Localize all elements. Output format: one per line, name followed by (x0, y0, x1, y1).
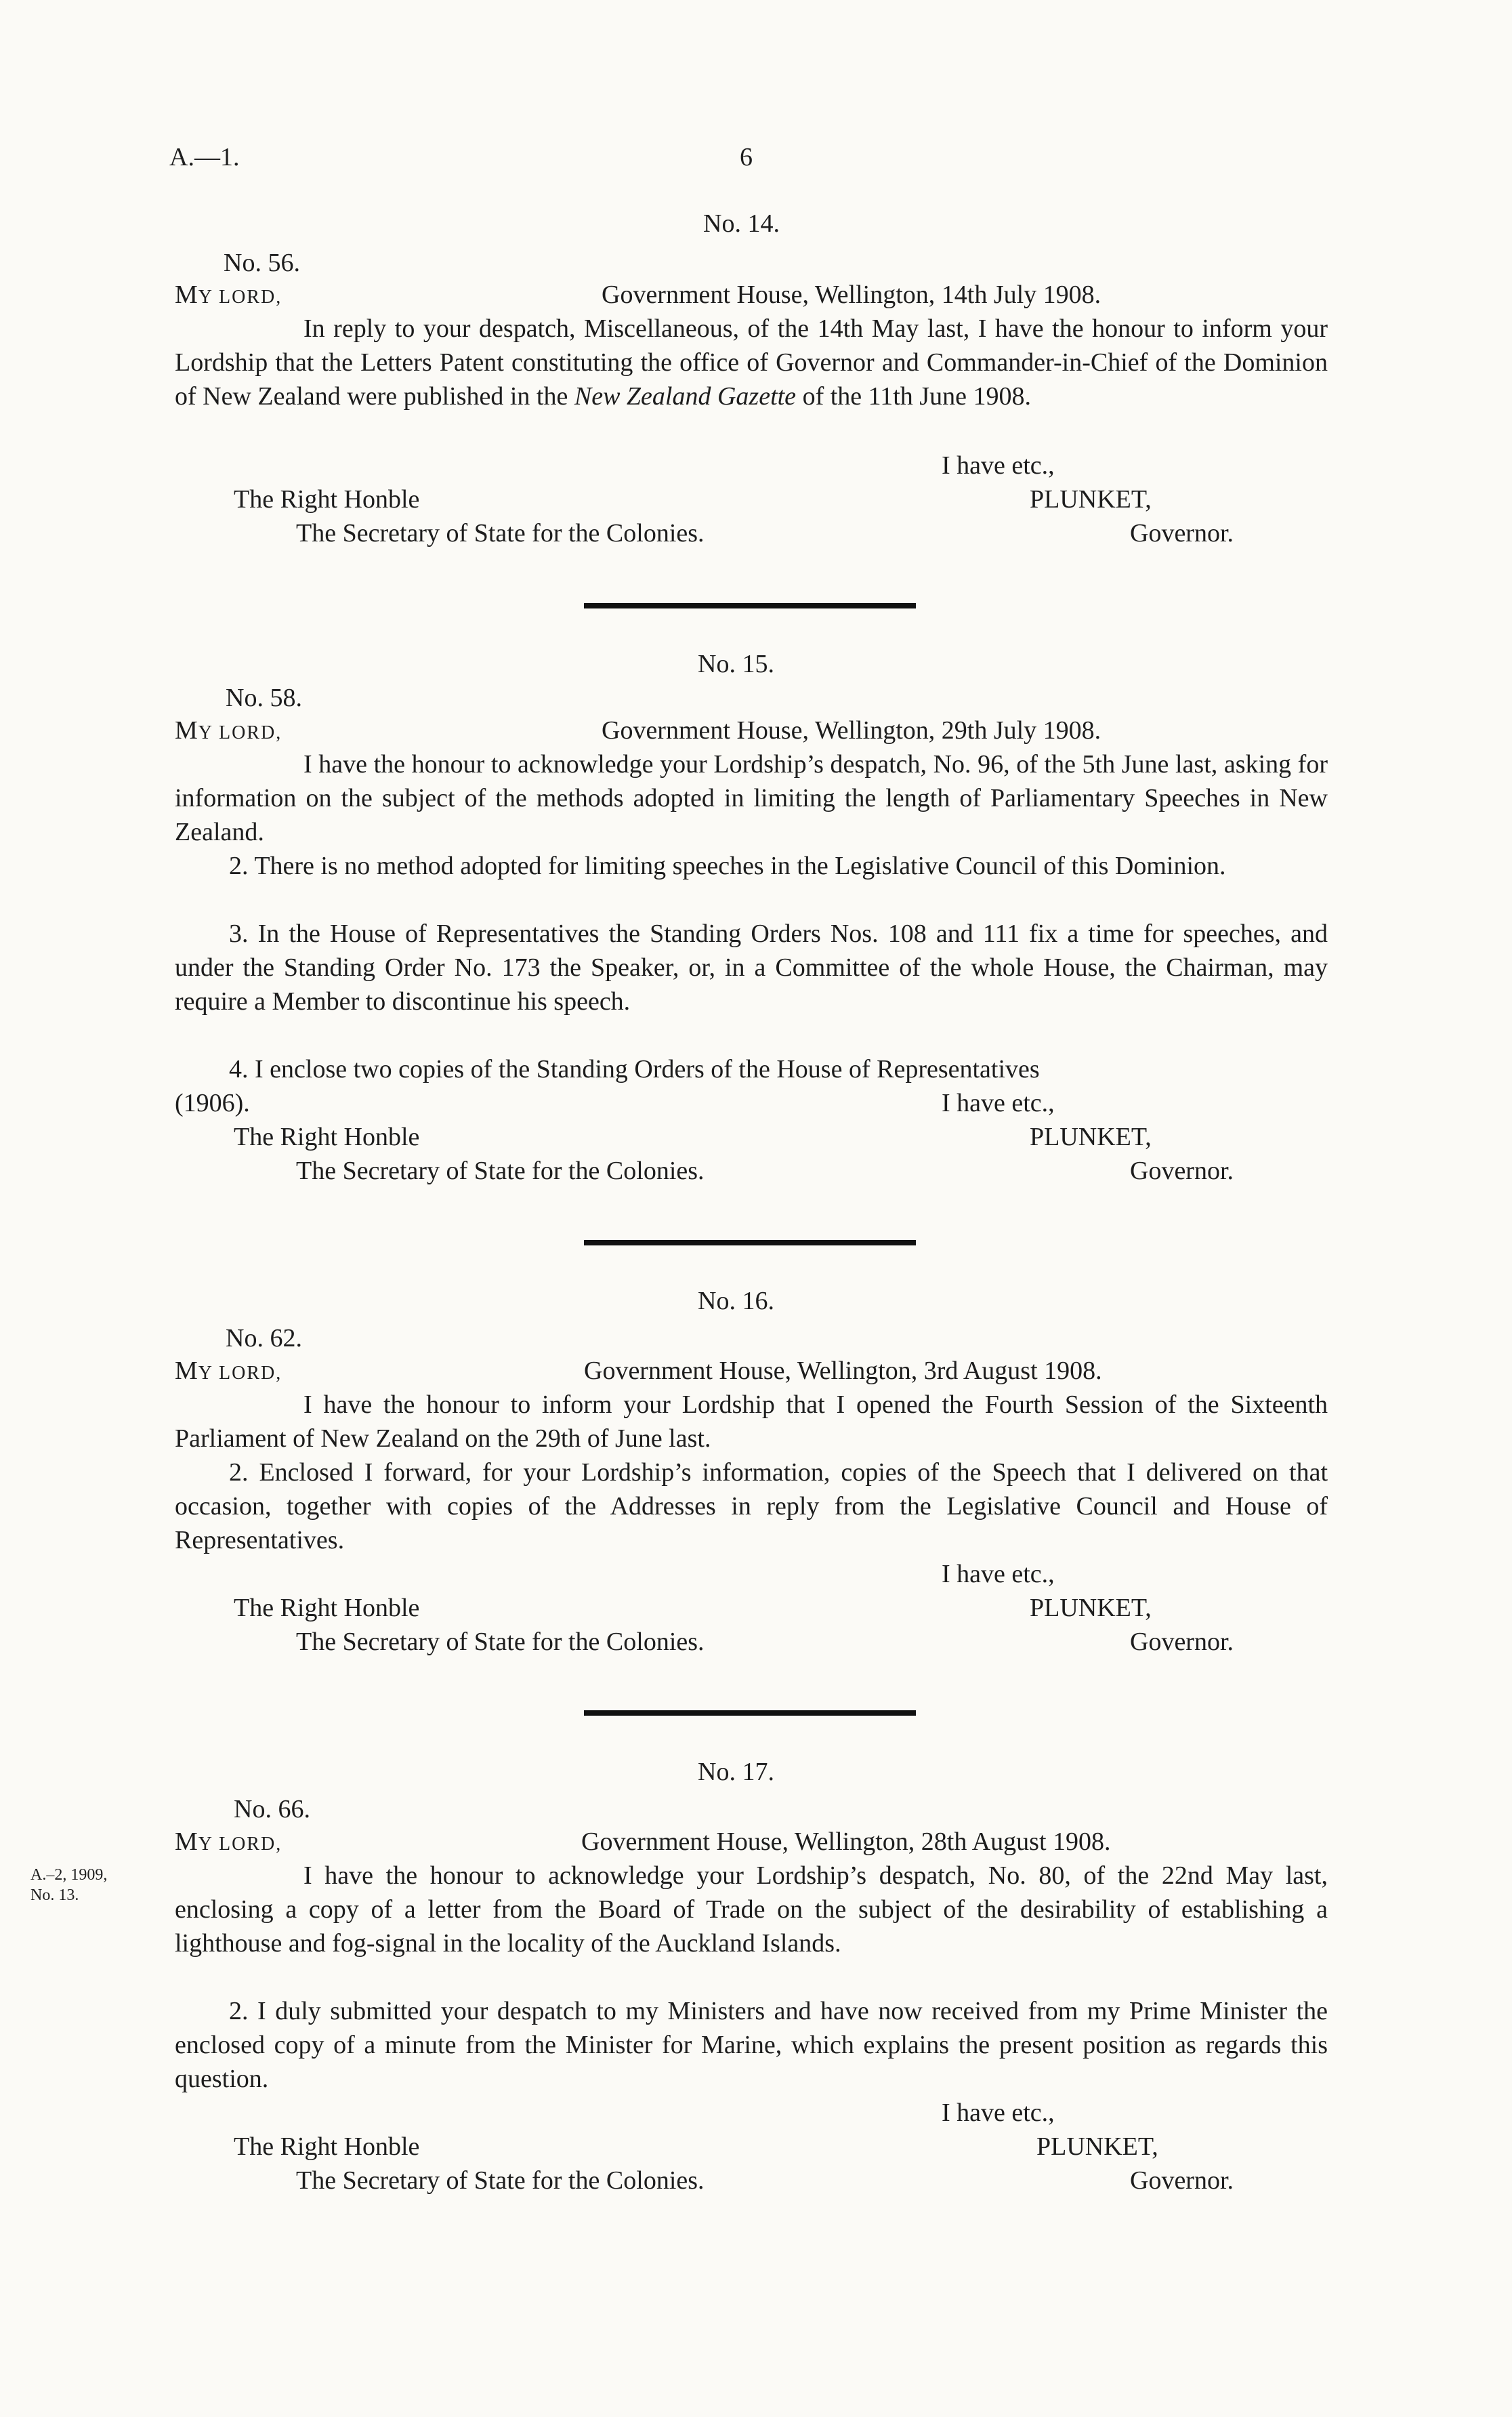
dateline: Government House, Wellington, 29th July 1908. (602, 716, 1101, 745)
signatory-title: Governor. (1130, 1157, 1234, 1185)
section-divider (584, 1710, 916, 1716)
dateline: Government House, Wellington, 28th August 1908. (581, 1827, 1111, 1856)
letter-reference: No. 56. (224, 249, 300, 277)
letter-heading: No. 16. (698, 1287, 774, 1315)
addressee-line-1: The Right Honble (234, 485, 420, 514)
section-divider (584, 1240, 916, 1245)
letter-paragraph: 2. Enclosed I forward, for your Lordship’s information, copies of the Speech that I delivered on that occasion, together with copies of the Addresses in reply from the Legislative Council and House of Representatives. (175, 1458, 1328, 1554)
salutation: MY LORD, (175, 1357, 282, 1385)
signature: PLUNKET, (1030, 1594, 1152, 1622)
salutation: MY LORD, (175, 281, 282, 309)
letter-heading: No. 14. (703, 209, 780, 238)
signatory-title: Governor. (1130, 2166, 1234, 2195)
section-divider (584, 603, 916, 608)
paragraph-tail: (1906). (175, 1089, 250, 1117)
closing: I have etc., (942, 2099, 1055, 2127)
signatory-title: Governor. (1130, 519, 1234, 548)
signature: PLUNKET, (1030, 1123, 1152, 1151)
salutation: MY LORD, (175, 716, 282, 745)
letter-heading: No. 17. (698, 1758, 774, 1786)
letter-paragraph: In reply to your despatch, Miscellaneous, of the 14th May last, I have the honour to inform your Lordship that the Letters Patent constituting the office of Governor and Commander-in-Chief of the Dominion of New Zealand were published in the New Zealand Gazette of the 11th June 1908. (175, 314, 1328, 411)
salutation: MY LORD, (175, 1827, 282, 1856)
signature: PLUNKET, (1036, 2132, 1158, 2161)
signatory-title: Governor. (1130, 1628, 1234, 1656)
dateline: Government House, Wellington, 3rd August 1908. (584, 1357, 1102, 1385)
addressee-line-2: The Secretary of State for the Colonies. (296, 519, 705, 548)
page-number: 6 (740, 143, 753, 171)
addressee-line-1: The Right Honble (234, 2132, 420, 2161)
addressee-line-2: The Secretary of State for the Colonies. (296, 1628, 705, 1656)
margin-note-reference: A.–2, 1909, (30, 1866, 108, 1884)
dateline: Government House, Wellington, 14th July 1908. (602, 281, 1101, 309)
letter-paragraph: 2. I duly submitted your despatch to my Ministers and have now received from my Prime Minister the enclosed copy of a minute from the Minister for Marine, which explains the present position as regards this question. (175, 1997, 1328, 2093)
closing: I have etc., (942, 451, 1055, 480)
addressee-line-1: The Right Honble (234, 1123, 420, 1151)
letter-reference: No. 62. (226, 1324, 302, 1352)
letter-paragraph: 2. There is no method adopted for limiting speeches in the Legislative Council of this Dominion. (229, 852, 1226, 880)
closing: I have etc., (942, 1560, 1055, 1588)
signature: PLUNKET, (1030, 485, 1152, 514)
closing: I have etc., (942, 1089, 1055, 1117)
letter-paragraph: I have the honour to acknowledge your Lordship’s despatch, No. 96, of the 5th June last, asking for information on the subject of the methods adopted in limiting the length of Parliamentary Speeches in New Zealand. (175, 750, 1328, 846)
margin-note-number: No. 13. (30, 1886, 79, 1904)
letter-paragraph: I have the honour to acknowledge your Lordship’s despatch, No. 80, of the 22nd May last, enclosing a copy of a letter from the Board of Trade on the subject of the desirability of establishing a lighthouse and fog-signal in the locality of the Auckland Islands. (175, 1861, 1328, 1958)
letter-heading: No. 15. (698, 650, 774, 678)
addressee-line-2: The Secretary of State for the Colonies. (296, 1157, 705, 1185)
letter-reference: No. 66. (234, 1795, 310, 1823)
addressee-line-1: The Right Honble (234, 1594, 420, 1622)
letter-paragraph: 3. In the House of Representatives the Standing Orders Nos. 108 and 111 fix a time for speeches, and under the Standing Order No. 173 the Speaker, or, in a Committee of the whole House, the Chairman, may require a Member to discontinue his speech. (175, 920, 1328, 1016)
addressee-line-2: The Secretary of State for the Colonies. (296, 2166, 705, 2195)
document-series: A.—1. (169, 143, 240, 171)
letter-paragraph: I have the honour to inform your Lordship that I opened the Fourth Session of the Sixteenth Parliament of New Zealand on the 29th of June last. (175, 1390, 1328, 1453)
letter-paragraph: 4. I enclose two copies of the Standing Orders of the House of Representatives (229, 1055, 1040, 1083)
letter-reference: No. 58. (226, 684, 302, 712)
